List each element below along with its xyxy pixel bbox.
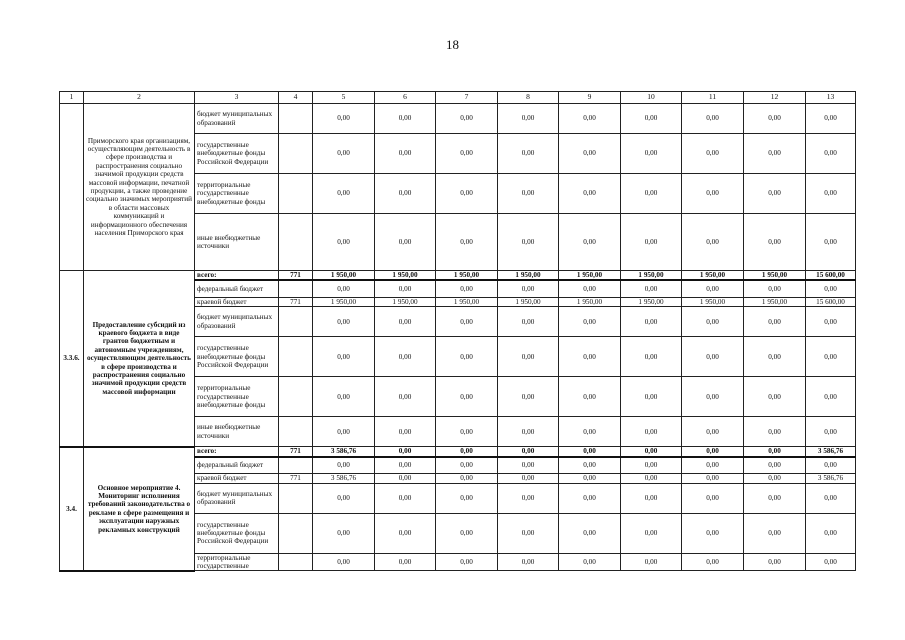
grbs-code bbox=[279, 104, 313, 134]
amount-cell: 0,00 bbox=[375, 337, 436, 377]
amount-cell: 1 950,00 bbox=[498, 297, 559, 306]
amount-cell: 15 600,00 bbox=[806, 271, 856, 281]
amount-cell: 1 950,00 bbox=[559, 297, 621, 306]
table-row bbox=[60, 447, 856, 457]
amount-cell: 0,00 bbox=[744, 447, 806, 457]
table-row bbox=[60, 104, 856, 134]
funding-source: бюджет муниципальных образований bbox=[195, 104, 279, 134]
amount-cell: 0,00 bbox=[744, 417, 806, 447]
header-col-2: 2 bbox=[84, 92, 195, 104]
amount-cell: 0,00 bbox=[621, 214, 682, 271]
amount-cell: 0,00 bbox=[313, 134, 375, 174]
amount-cell: 0,00 bbox=[498, 513, 559, 553]
measure-text: Приморского края организациям, осуществляющим деятельность в сфере производства и распространения социально значимой продукции средств массовой информации, печатной продукции, а также проведение социально значимых мероприятий в области массовых коммуникаций и информационного обеспечения населения Приморского края bbox=[86, 136, 193, 238]
amount-cell: 0,00 bbox=[498, 474, 559, 483]
header-col-3: 3 bbox=[195, 92, 279, 104]
header-col-13: 13 bbox=[806, 92, 856, 104]
amount-cell: 0,00 bbox=[806, 513, 856, 553]
grbs-code bbox=[279, 377, 313, 417]
grbs-code bbox=[279, 553, 313, 571]
measure-text: Предоставление субсидий из краевого бюджета в виде грантов бюджетным и автономным учреждениям, осуществляющим деятельность в сфере производства и распространения социально значимой продукции средств массовой информации bbox=[87, 320, 191, 396]
amount-cell: 1 950,00 bbox=[313, 297, 375, 306]
measure-description bbox=[84, 271, 195, 447]
funding-source: бюджет муниципальных образований bbox=[195, 307, 279, 337]
amount-cell: 0,00 bbox=[806, 104, 856, 134]
amount-cell: 0,00 bbox=[806, 337, 856, 377]
header-row bbox=[60, 92, 856, 104]
grbs-code bbox=[279, 280, 313, 297]
header-col-11: 11 bbox=[682, 92, 744, 104]
amount-cell: 0,00 bbox=[682, 134, 744, 174]
amount-cell: 0,00 bbox=[375, 447, 436, 457]
header-col-12: 12 bbox=[744, 92, 806, 104]
amount-cell: 0,00 bbox=[498, 483, 559, 513]
grbs-code bbox=[279, 134, 313, 174]
amount-cell: 0,00 bbox=[375, 474, 436, 483]
amount-cell: 0,00 bbox=[621, 280, 682, 297]
funding-source: краевой бюджет bbox=[195, 474, 279, 483]
funding-source: всего: bbox=[195, 447, 279, 457]
amount-cell: 0,00 bbox=[682, 457, 744, 474]
amount-cell: 1 950,00 bbox=[436, 297, 498, 306]
grbs-code bbox=[279, 457, 313, 474]
amount-cell: 0,00 bbox=[498, 280, 559, 297]
amount-cell: 0,00 bbox=[559, 337, 621, 377]
funding-source: бюджет муниципальных образований bbox=[195, 483, 279, 513]
amount-cell: 15 600,00 bbox=[806, 297, 856, 306]
funding-source: федеральный бюджет bbox=[195, 457, 279, 474]
amount-cell: 0,00 bbox=[621, 447, 682, 457]
funding-source: иные внебюджетные источники bbox=[195, 214, 279, 271]
amount-cell: 0,00 bbox=[436, 280, 498, 297]
amount-cell: 0,00 bbox=[559, 307, 621, 337]
amount-cell: 0,00 bbox=[559, 134, 621, 174]
amount-cell: 0,00 bbox=[682, 280, 744, 297]
amount-cell: 0,00 bbox=[621, 337, 682, 377]
amount-cell: 0,00 bbox=[682, 337, 744, 377]
amount-cell: 0,00 bbox=[498, 417, 559, 447]
amount-cell: 0,00 bbox=[436, 513, 498, 553]
budget-table bbox=[59, 91, 856, 572]
grbs-code: 771 bbox=[279, 447, 313, 457]
amount-cell: 0,00 bbox=[436, 483, 498, 513]
amount-cell: 0,00 bbox=[375, 214, 436, 271]
header-col-7: 7 bbox=[436, 92, 498, 104]
amount-cell: 0,00 bbox=[436, 214, 498, 271]
amount-cell: 0,00 bbox=[682, 377, 744, 417]
measure-description bbox=[84, 447, 195, 571]
amount-cell: 1 950,00 bbox=[744, 297, 806, 306]
amount-cell: 0,00 bbox=[375, 457, 436, 474]
amount-cell: 0,00 bbox=[682, 553, 744, 571]
amount-cell: 0,00 bbox=[559, 447, 621, 457]
amount-cell: 0,00 bbox=[313, 483, 375, 513]
funding-source: государственные внебюджетные фонды Российской Федерации bbox=[195, 513, 279, 553]
amount-cell: 0,00 bbox=[559, 174, 621, 214]
amount-cell: 0,00 bbox=[744, 513, 806, 553]
amount-cell: 0,00 bbox=[375, 553, 436, 571]
amount-cell: 0,00 bbox=[744, 337, 806, 377]
amount-cell: 0,00 bbox=[806, 457, 856, 474]
amount-cell: 0,00 bbox=[436, 377, 498, 417]
funding-source: краевой бюджет bbox=[195, 297, 279, 306]
grbs-code bbox=[279, 307, 313, 337]
amount-cell: 1 950,00 bbox=[436, 271, 498, 281]
amount-cell: 0,00 bbox=[559, 417, 621, 447]
amount-cell: 0,00 bbox=[621, 457, 682, 474]
amount-cell: 0,00 bbox=[498, 174, 559, 214]
grbs-code bbox=[279, 337, 313, 377]
amount-cell: 0,00 bbox=[375, 417, 436, 447]
header-col-8: 8 bbox=[498, 92, 559, 104]
funding-source: территориальные государственные внебюджетные фонды bbox=[195, 174, 279, 214]
amount-cell: 0,00 bbox=[375, 377, 436, 417]
funding-source: иные внебюджетные источники bbox=[195, 417, 279, 447]
amount-cell: 3 586,76 bbox=[313, 474, 375, 483]
amount-cell: 0,00 bbox=[375, 307, 436, 337]
amount-cell: 0,00 bbox=[621, 417, 682, 447]
amount-cell: 0,00 bbox=[559, 483, 621, 513]
amount-cell: 0,00 bbox=[559, 513, 621, 553]
amount-cell: 0,00 bbox=[559, 474, 621, 483]
amount-cell: 0,00 bbox=[559, 553, 621, 571]
amount-cell: 0,00 bbox=[806, 307, 856, 337]
amount-cell: 0,00 bbox=[806, 417, 856, 447]
funding-source: федеральный бюджет bbox=[195, 280, 279, 297]
amount-cell: 0,00 bbox=[498, 457, 559, 474]
amount-cell: 0,00 bbox=[313, 513, 375, 553]
amount-cell: 0,00 bbox=[621, 307, 682, 337]
funding-source: территориальные государственные внебюджетные фонды bbox=[195, 377, 279, 417]
amount-cell: 0,00 bbox=[744, 377, 806, 417]
header-col-10: 10 bbox=[621, 92, 682, 104]
amount-cell: 0,00 bbox=[375, 134, 436, 174]
amount-cell: 0,00 bbox=[806, 134, 856, 174]
amount-cell: 0,00 bbox=[313, 104, 375, 134]
amount-cell: 1 950,00 bbox=[375, 271, 436, 281]
amount-cell: 0,00 bbox=[436, 337, 498, 377]
header-col-5: 5 bbox=[313, 92, 375, 104]
funding-source: всего: bbox=[195, 271, 279, 281]
amount-cell: 0,00 bbox=[806, 214, 856, 271]
amount-cell: 0,00 bbox=[498, 337, 559, 377]
amount-cell: 0,00 bbox=[621, 174, 682, 214]
amount-cell: 0,00 bbox=[621, 474, 682, 483]
amount-cell: 0,00 bbox=[682, 214, 744, 271]
measure-title: Основное мероприятие 4. bbox=[97, 483, 181, 492]
amount-cell: 3 586,76 bbox=[806, 447, 856, 457]
amount-cell: 0,00 bbox=[744, 483, 806, 513]
amount-cell: 3 586,76 bbox=[313, 447, 375, 457]
amount-cell: 0,00 bbox=[682, 417, 744, 447]
amount-cell: 0,00 bbox=[806, 174, 856, 214]
grbs-code bbox=[279, 513, 313, 553]
amount-cell: 0,00 bbox=[559, 377, 621, 417]
amount-cell: 0,00 bbox=[559, 104, 621, 134]
amount-cell: 0,00 bbox=[436, 553, 498, 571]
header-col-4: 4 bbox=[279, 92, 313, 104]
amount-cell: 0,00 bbox=[498, 104, 559, 134]
amount-cell: 0,00 bbox=[621, 377, 682, 417]
amount-cell: 0,00 bbox=[498, 447, 559, 457]
amount-cell: 0,00 bbox=[313, 174, 375, 214]
table-body bbox=[60, 92, 856, 571]
amount-cell: 0,00 bbox=[498, 134, 559, 174]
amount-cell: 0,00 bbox=[436, 307, 498, 337]
amount-cell: 0,00 bbox=[436, 417, 498, 447]
grbs-code bbox=[279, 417, 313, 447]
amount-cell: 1 950,00 bbox=[621, 297, 682, 306]
amount-cell: 0,00 bbox=[436, 134, 498, 174]
amount-cell: 1 950,00 bbox=[621, 271, 682, 281]
amount-cell: 0,00 bbox=[621, 483, 682, 513]
amount-cell: 0,00 bbox=[436, 457, 498, 474]
amount-cell: 1 950,00 bbox=[498, 271, 559, 281]
amount-cell: 0,00 bbox=[436, 474, 498, 483]
amount-cell: 1 950,00 bbox=[559, 271, 621, 281]
measure-text: Мониторинг исполнения требований законодательства о рекламе в сфере размещения и эксплуатации наружных рекламных конструкций bbox=[87, 492, 191, 534]
amount-cell: 0,00 bbox=[313, 377, 375, 417]
amount-cell: 0,00 bbox=[682, 104, 744, 134]
page-number: 18 bbox=[446, 37, 459, 52]
amount-cell: 0,00 bbox=[559, 214, 621, 271]
amount-cell: 0,00 bbox=[375, 513, 436, 553]
amount-cell: 0,00 bbox=[806, 280, 856, 297]
amount-cell: 0,00 bbox=[744, 457, 806, 474]
amount-cell: 0,00 bbox=[621, 553, 682, 571]
row-index bbox=[60, 104, 84, 271]
amount-cell: 0,00 bbox=[744, 553, 806, 571]
row-index: 3.3.6. bbox=[60, 271, 84, 447]
header-col-1: 1 bbox=[60, 92, 84, 104]
amount-cell: 0,00 bbox=[744, 214, 806, 271]
amount-cell: 0,00 bbox=[621, 134, 682, 174]
funding-source: территориальные государственные bbox=[195, 553, 279, 571]
amount-cell: 0,00 bbox=[682, 513, 744, 553]
measure-description bbox=[84, 104, 195, 271]
amount-cell: 0,00 bbox=[436, 174, 498, 214]
amount-cell: 0,00 bbox=[806, 553, 856, 571]
grbs-code bbox=[279, 483, 313, 513]
amount-cell: 0,00 bbox=[313, 280, 375, 297]
amount-cell: 0,00 bbox=[313, 214, 375, 271]
amount-cell: 0,00 bbox=[313, 307, 375, 337]
amount-cell: 0,00 bbox=[375, 280, 436, 297]
amount-cell: 0,00 bbox=[682, 483, 744, 513]
amount-cell: 0,00 bbox=[498, 377, 559, 417]
amount-cell: 0,00 bbox=[744, 280, 806, 297]
amount-cell: 0,00 bbox=[744, 174, 806, 214]
amount-cell: 1 950,00 bbox=[682, 271, 744, 281]
row-index: 3.4. bbox=[60, 447, 84, 571]
funding-source: государственные внебюджетные фонды Российской Федерации bbox=[195, 337, 279, 377]
table-row bbox=[60, 271, 856, 281]
grbs-code bbox=[279, 214, 313, 271]
amount-cell: 1 950,00 bbox=[744, 271, 806, 281]
funding-source: государственные внебюджетные фонды Российской Федерации bbox=[195, 134, 279, 174]
amount-cell: 0,00 bbox=[621, 513, 682, 553]
amount-cell: 0,00 bbox=[806, 483, 856, 513]
amount-cell: 0,00 bbox=[682, 447, 744, 457]
amount-cell: 1 950,00 bbox=[375, 297, 436, 306]
amount-cell: 0,00 bbox=[436, 104, 498, 134]
amount-cell: 0,00 bbox=[313, 417, 375, 447]
grbs-code: 771 bbox=[279, 297, 313, 306]
header-col-6: 6 bbox=[375, 92, 436, 104]
grbs-code: 771 bbox=[279, 271, 313, 281]
amount-cell: 0,00 bbox=[498, 214, 559, 271]
amount-cell: 0,00 bbox=[806, 377, 856, 417]
amount-cell: 0,00 bbox=[313, 553, 375, 571]
grbs-code bbox=[279, 174, 313, 214]
amount-cell: 0,00 bbox=[682, 474, 744, 483]
amount-cell: 0,00 bbox=[744, 474, 806, 483]
amount-cell: 0,00 bbox=[313, 457, 375, 474]
amount-cell: 0,00 bbox=[498, 553, 559, 571]
amount-cell: 0,00 bbox=[313, 337, 375, 377]
amount-cell: 0,00 bbox=[744, 307, 806, 337]
amount-cell: 0,00 bbox=[682, 174, 744, 214]
amount-cell: 0,00 bbox=[744, 104, 806, 134]
amount-cell: 0,00 bbox=[559, 280, 621, 297]
amount-cell: 1 950,00 bbox=[682, 297, 744, 306]
amount-cell: 0,00 bbox=[682, 307, 744, 337]
amount-cell: 0,00 bbox=[559, 457, 621, 474]
header-col-9: 9 bbox=[559, 92, 621, 104]
amount-cell: 0,00 bbox=[375, 483, 436, 513]
amount-cell: 0,00 bbox=[621, 104, 682, 134]
grbs-code: 771 bbox=[279, 474, 313, 483]
amount-cell: 3 586,76 bbox=[806, 474, 856, 483]
amount-cell: 0,00 bbox=[436, 447, 498, 457]
amount-cell: 0,00 bbox=[498, 307, 559, 337]
amount-cell: 1 950,00 bbox=[313, 271, 375, 281]
amount-cell: 0,00 bbox=[375, 174, 436, 214]
amount-cell: 0,00 bbox=[375, 104, 436, 134]
amount-cell: 0,00 bbox=[744, 134, 806, 174]
